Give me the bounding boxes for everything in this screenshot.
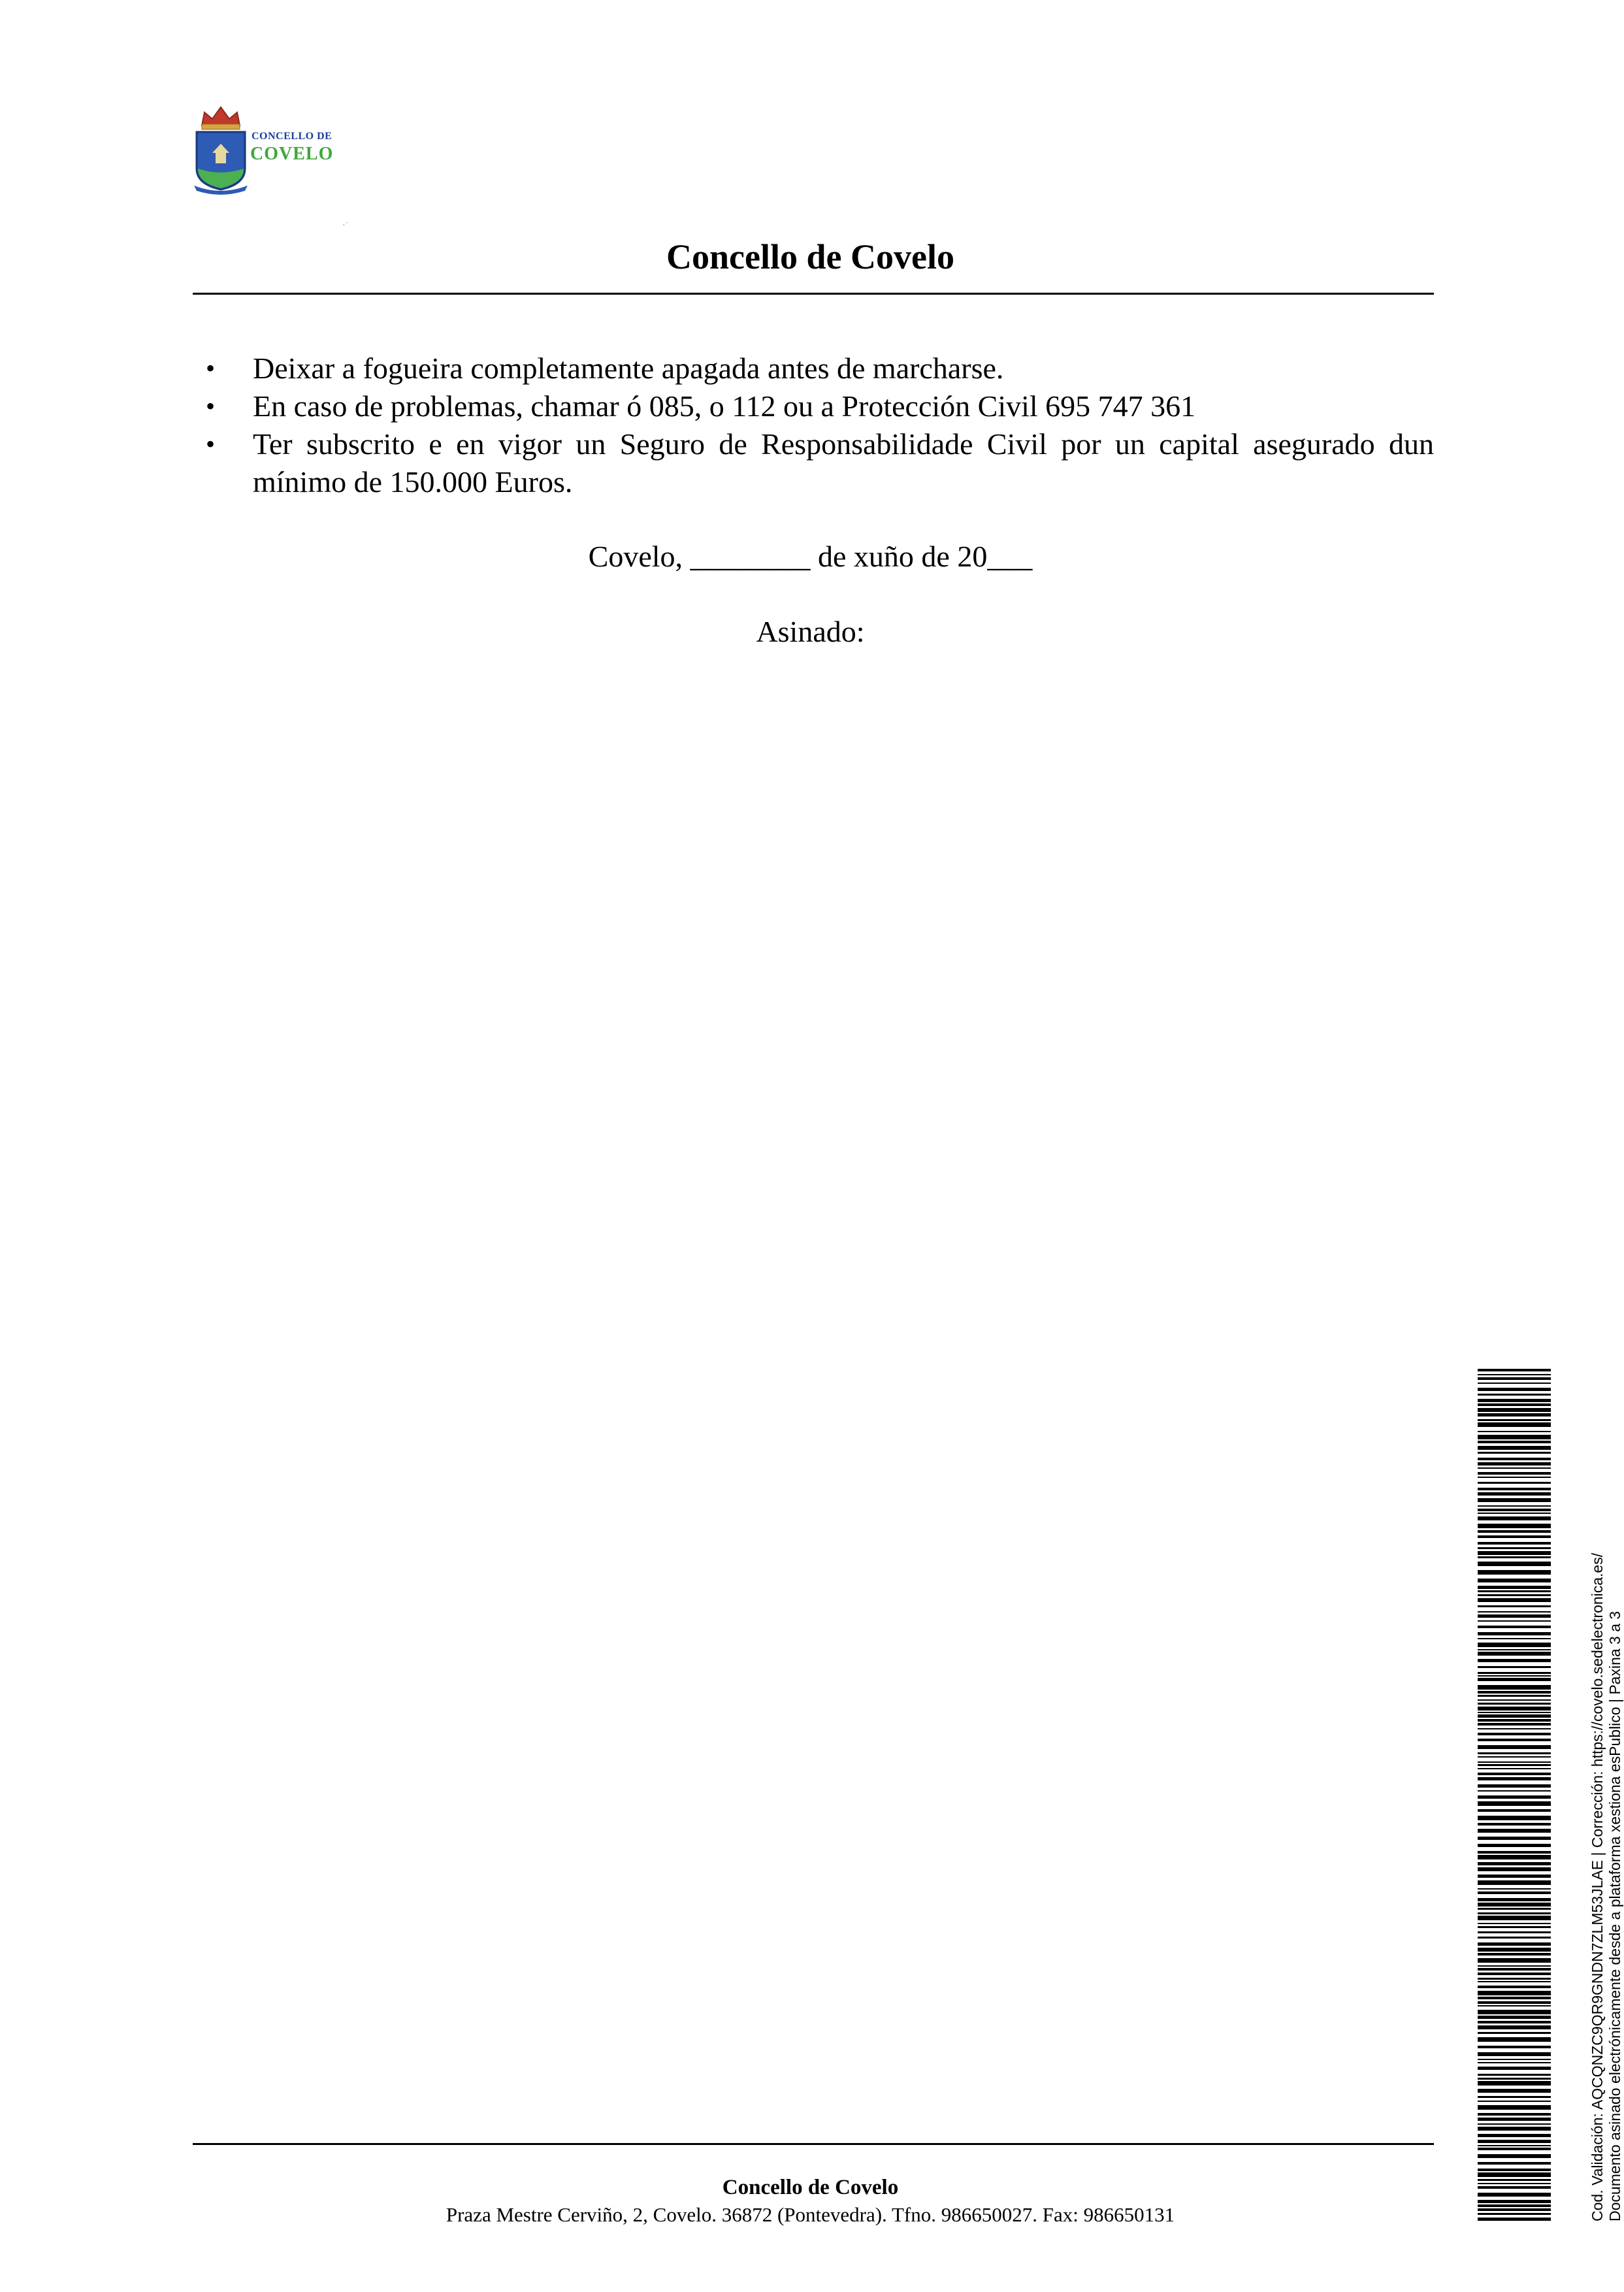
barcode-bar (1478, 1953, 1551, 1956)
barcode-bar (1478, 2059, 1551, 2060)
barcode-bar (1478, 2081, 1551, 2086)
barcode-bar (1478, 2021, 1551, 2023)
barcode-bar (1478, 1394, 1551, 1396)
barcode-bar (1478, 2052, 1551, 2056)
barcode-bar (1478, 1685, 1551, 1690)
barcode-bar (1478, 1643, 1551, 1647)
barcode-bar (1478, 2179, 1551, 2181)
barcode-bar (1478, 2032, 1551, 2034)
barcode-bar (1478, 1562, 1551, 1566)
barcode-bar (1478, 2001, 1551, 2004)
barcode-bar (1478, 2208, 1551, 2211)
barcode-bar (1478, 2193, 1551, 2197)
list-item-text: Deixar a fogueira completamente apagada antes de marcharse. (253, 352, 1004, 385)
barcode-bar (1478, 1790, 1551, 1792)
barcode-bar (1478, 1422, 1551, 1427)
logo-line2: COVELO (250, 144, 334, 164)
barcode-bar (1478, 1714, 1551, 1718)
list-item-text: En caso de problemas, chamar ó 085, o 112 ou a Protección Civil 695 747 361 (253, 389, 1196, 423)
bullet-icon: • (206, 391, 216, 421)
barcode-bar (1478, 1509, 1551, 1511)
barcode-bar (1478, 1707, 1551, 1711)
barcode-bar (1478, 1556, 1551, 1558)
barcode-bar (1478, 2123, 1551, 2125)
barcode-bar (1478, 2213, 1551, 2215)
coat-of-arms-icon (193, 103, 249, 193)
barcode-bar (1478, 1524, 1551, 1528)
barcode-bar (1478, 1516, 1551, 1520)
barcode-bar (1478, 1991, 1551, 1995)
barcode-bar (1478, 2127, 1551, 2131)
bullet-icon: • (206, 429, 216, 459)
barcode-bar (1478, 1542, 1551, 1545)
barcode-bar (1478, 1916, 1551, 1920)
barcode-bar (1478, 1579, 1551, 1582)
barcode-bar (1478, 1458, 1551, 1460)
barcode-bar (1478, 2154, 1551, 2158)
barcode-bar (1478, 1419, 1551, 1421)
barcode-bar (1478, 1875, 1551, 1878)
barcode-bar (1478, 1441, 1551, 1443)
barcode-bar (1478, 2078, 1551, 2080)
list-item (193, 425, 1434, 501)
barcode-bar (1478, 2169, 1551, 2171)
barcode-bar (1478, 2118, 1551, 2121)
validation-text (1589, 1359, 1624, 2221)
barcode-bar (1478, 1752, 1551, 1754)
barcode-bar (1478, 1958, 1551, 1963)
barcode-bar (1478, 1965, 1551, 1967)
barcode-bar (1478, 2204, 1551, 2207)
barcode-bar (1478, 2025, 1551, 2029)
date-line: Covelo, ________ de xuño de 20___ (588, 540, 1033, 573)
barcode-bar (1478, 2186, 1551, 2189)
barcode-bar (1478, 2200, 1551, 2203)
barcode-bar (1478, 1649, 1551, 1650)
barcode-bar (1478, 1733, 1551, 1735)
barcode-bar (1478, 1498, 1551, 1502)
barcode-bar (1478, 1986, 1551, 1988)
barcode-bar (1478, 1862, 1551, 1865)
barcode-bar (1478, 2162, 1551, 2165)
barcode-bar (1478, 1472, 1551, 1475)
barcode-bar (1478, 1699, 1551, 1701)
barcode-bar (1478, 1482, 1551, 1484)
barcode-bar (1478, 1816, 1551, 1820)
barcode-bar (1478, 1399, 1551, 1402)
validation-line-2: Documento asinado electrónicamente desde a plataforma xestiona esPublico | Paxina 3 a 3 (1606, 1611, 1623, 2221)
barcode-bar (1478, 2089, 1551, 2093)
barcode-bar (1478, 1691, 1551, 1694)
barcode-bar (1478, 1672, 1551, 1674)
barcode-bar (1478, 1880, 1551, 1885)
requirements-list (193, 350, 1434, 501)
barcode-bar (1478, 1614, 1551, 1618)
barcode-bar (1478, 1547, 1551, 1549)
barcode-bar (1478, 1638, 1551, 1639)
barcode-bar (1478, 2074, 1551, 2076)
barcode-bar (1478, 1551, 1551, 1555)
footer-divider (193, 2143, 1434, 2145)
barcode-bar (1478, 2145, 1551, 2146)
barcode-bar (1478, 1620, 1551, 1622)
barcode-bar (1478, 1590, 1551, 1592)
barcode-bar (1478, 1435, 1551, 1439)
barcode-bar (1478, 1570, 1551, 1575)
barcode-bar (1478, 1703, 1551, 1705)
barcode-bar (1478, 1594, 1551, 1596)
barcode-bar (1478, 1505, 1551, 1507)
barcode-bar (1478, 1369, 1551, 1371)
barcode-bar (1478, 1728, 1551, 1729)
barcode-bar (1478, 1844, 1551, 1847)
barcode-bar (1478, 2134, 1551, 2137)
barcode-bar (1478, 2005, 1551, 2006)
barcode-bar (1478, 2062, 1551, 2063)
barcode-bar (1478, 1898, 1551, 1901)
barcode-bar (1478, 1912, 1551, 1914)
list-item (193, 387, 1434, 425)
barcode-bar (1478, 1695, 1551, 1697)
barcode-bar (1478, 1477, 1551, 1478)
barcode-bar (1478, 1809, 1551, 1812)
barcode-bar (1478, 1761, 1551, 1763)
barcode-bar (1478, 1413, 1551, 1416)
barcode-bar (1478, 1431, 1551, 1432)
barcode-bar (1478, 1973, 1551, 1975)
header-divider (193, 293, 1434, 295)
barcode-bar (1478, 1891, 1551, 1894)
barcode-bar (1478, 2016, 1551, 2019)
barcode-bar (1478, 1513, 1551, 1514)
barcode-bar (1478, 2218, 1551, 2221)
barcode-bar (1478, 1764, 1551, 1766)
list-item (193, 350, 1434, 387)
barcode-bar (1478, 1908, 1551, 1910)
barcode-bar (1478, 1408, 1551, 1412)
barcode-bar (1478, 1784, 1551, 1788)
signature-label: Asinado: (756, 615, 865, 648)
list-item-text: Ter subscrito e en vigor un Seguro de Responsabilidade Civil por un capital asegurado dun mínimo de 150.000 Euros. (253, 427, 1434, 499)
barcode-bar (1478, 1488, 1551, 1490)
barcode-bar (1478, 1948, 1551, 1952)
barcode-bar (1478, 1937, 1551, 1939)
barcode-bar (1478, 1923, 1551, 1924)
barcode-bar (1478, 1626, 1551, 1628)
barcode-bar (1478, 1678, 1551, 1681)
barcode-bar (1478, 2037, 1551, 2042)
barcode-bar (1478, 1942, 1551, 1946)
barcode-bar (1478, 2183, 1551, 2184)
barcode-bar (1478, 2046, 1551, 2048)
barcode-bar (1478, 1598, 1551, 1602)
barcode-bar (1478, 1777, 1551, 1780)
barcode-bar (1478, 1888, 1551, 1890)
barcode-bar (1478, 1773, 1551, 1775)
barcode-bar (1478, 1675, 1551, 1677)
barcode-bar (1478, 1855, 1551, 1859)
barcode-bar (1478, 1997, 1551, 1999)
stray-mark: ·˙ (342, 221, 349, 231)
barcode-bar (1478, 1611, 1551, 1613)
barcode-bar (1478, 1605, 1551, 1607)
barcode-bar (1478, 2101, 1551, 2102)
barcode-bar (1478, 1801, 1551, 1806)
barcode-bar (1478, 1719, 1551, 1722)
barcode-bar (1478, 1823, 1551, 1825)
barcode-bar (1478, 1403, 1551, 1406)
barcode-bar (1478, 1978, 1551, 1980)
barcode-bar (1478, 1867, 1551, 1871)
barcode-bar (1478, 1452, 1551, 1454)
barcode-bar (1478, 2067, 1551, 2070)
bullet-icon: • (206, 353, 216, 383)
barcode-bar (1478, 1530, 1551, 1533)
validation-line-1: Cod. Validación: AQCQNZC9QR9GNDN7ZLM53JLAE | Corrección: https://covelo.sedelectronica.es/ (1589, 1552, 1606, 2221)
barcode-bar (1478, 1632, 1551, 1635)
barcode-bar (1478, 1659, 1551, 1662)
barcode-bar (1478, 1383, 1551, 1384)
barcode-bar (1478, 1745, 1551, 1749)
barcode-bar (1478, 1492, 1551, 1496)
barcode-bar (1478, 1535, 1551, 1538)
footer-name: Concello de Covelo (722, 2176, 899, 2199)
barcode-bar (1478, 1388, 1551, 1391)
barcode-bar (1478, 1768, 1551, 1769)
barcode-bar (1478, 1666, 1551, 1668)
barcode-icon (1478, 1369, 1551, 2225)
barcode-bar (1478, 1446, 1551, 1450)
barcode-bar (1478, 1968, 1551, 1971)
barcode-bar (1478, 2140, 1551, 2143)
barcode-bar (1478, 1851, 1551, 1854)
barcode-bar (1478, 1586, 1551, 1589)
barcode-bar (1478, 2113, 1551, 2116)
page-title: Concello de Covelo (666, 237, 954, 276)
barcode-bar (1478, 1829, 1551, 1833)
concello-logo (193, 103, 363, 195)
barcode-bar (1478, 1795, 1551, 1799)
barcode-bar (1478, 1837, 1551, 1840)
barcode-bar (1478, 1903, 1551, 1907)
logo-line1: CONCELLO DE (252, 131, 333, 142)
barcode-bar (1478, 2148, 1551, 2150)
barcode-bar (1478, 1374, 1551, 1375)
barcode-bar (1478, 1739, 1551, 1741)
barcode-bar (1478, 1462, 1551, 1465)
barcode-bar (1478, 1652, 1551, 1656)
barcode-bar (1478, 1712, 1551, 1713)
barcode-bar (1478, 1926, 1551, 1928)
barcode-bar (1478, 2096, 1551, 2098)
barcode-bar (1478, 1467, 1551, 1469)
barcode-bar (1478, 1981, 1551, 1982)
barcode-bar (1478, 1723, 1551, 1726)
barcode-bar (1478, 1377, 1551, 1380)
barcode-bar (1478, 1756, 1551, 1758)
barcode-bar (1478, 2172, 1551, 2177)
barcode-bar (1478, 1931, 1551, 1933)
barcode-bar (1478, 2010, 1551, 2014)
barcode-bar (1478, 2105, 1551, 2110)
footer-address: Praza Mestre Cerviño, 2, Covelo. 36872 (Pontevedra). Tfno. 986650027. Fax: 986650131 (446, 2203, 1175, 2226)
